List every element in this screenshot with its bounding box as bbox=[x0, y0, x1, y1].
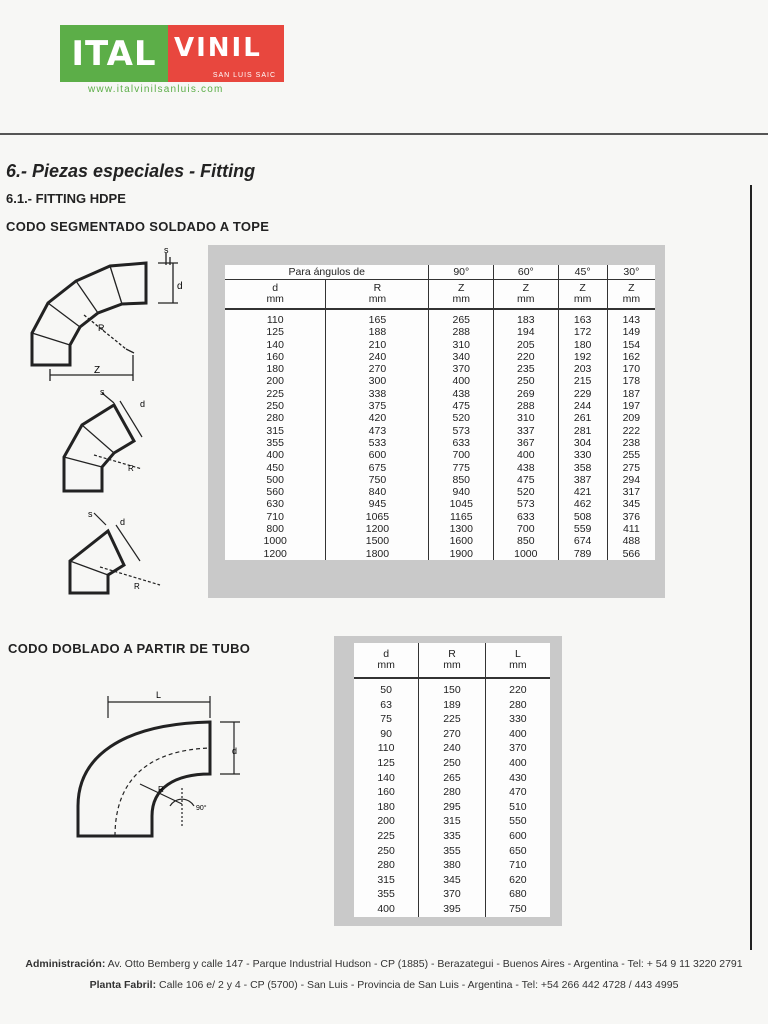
table-cell: 275 bbox=[622, 461, 641, 474]
table-cell: 1900 bbox=[429, 548, 494, 560]
section-title: 6.- Piezas especiales - Fitting bbox=[6, 161, 256, 181]
table-cell: 789 bbox=[558, 548, 607, 560]
label-d: d bbox=[177, 281, 183, 292]
table-cell: 355 bbox=[225, 437, 326, 449]
table-cell: 197 bbox=[622, 400, 641, 413]
table-header-columns bbox=[225, 280, 655, 310]
table-cell: 225 bbox=[419, 712, 486, 727]
table-cell: 380 bbox=[419, 858, 486, 873]
table-row bbox=[225, 437, 655, 449]
table-cell: 400 bbox=[429, 375, 494, 387]
table-cell: 304 bbox=[558, 437, 607, 449]
table-cell: 1200 bbox=[225, 548, 326, 560]
table-cell: 162 bbox=[622, 350, 641, 363]
table-cell: 180 bbox=[558, 339, 607, 351]
table-row bbox=[225, 351, 655, 363]
table-cell: 1000 bbox=[225, 535, 326, 547]
table-cell: 235 bbox=[494, 363, 559, 375]
table-cell: 192 bbox=[558, 351, 607, 363]
segmented-elbow-60-diagram bbox=[58, 385, 178, 500]
table-cell: 674 bbox=[558, 535, 607, 547]
table-cell: 315 bbox=[354, 873, 419, 888]
angle-header: 60° bbox=[494, 265, 559, 280]
table-cell: 400 bbox=[494, 449, 559, 461]
table-cell: 370 bbox=[419, 887, 486, 902]
table-cell: 188 bbox=[326, 326, 429, 338]
table-cell: 560 bbox=[225, 486, 326, 498]
table-cell: 710 bbox=[509, 859, 527, 872]
column-header: L mm bbox=[485, 643, 550, 678]
column-header: Z mm bbox=[558, 280, 607, 310]
table-cell: 165 bbox=[326, 309, 429, 326]
table-header-columns bbox=[354, 643, 550, 678]
table-cell: 315 bbox=[419, 814, 486, 829]
table-cell: 281 bbox=[558, 425, 607, 437]
table-cell: 387 bbox=[558, 474, 607, 486]
table-row bbox=[225, 412, 655, 424]
table-row bbox=[354, 858, 550, 873]
table-row bbox=[225, 474, 655, 486]
table-row bbox=[354, 727, 550, 742]
table-cell: 355 bbox=[419, 844, 486, 859]
table-cell: 270 bbox=[326, 363, 429, 375]
plant-label: Planta Fabril: bbox=[89, 979, 157, 991]
column-header: Z mm bbox=[429, 280, 494, 310]
column-header: Z mm bbox=[494, 280, 559, 310]
page-edge-line bbox=[750, 185, 752, 950]
table-cell: 250 bbox=[225, 400, 326, 412]
table-cell: 310 bbox=[494, 412, 559, 424]
table-cell: 710 bbox=[225, 511, 326, 523]
table-cell: 203 bbox=[558, 363, 607, 375]
bent-elbow-diagram bbox=[70, 688, 250, 838]
label-l: L bbox=[156, 690, 162, 700]
table-cell: 559 bbox=[558, 523, 607, 535]
table-cell: 288 bbox=[429, 326, 494, 338]
table-cell: 189 bbox=[419, 698, 486, 713]
table-cell: 1165 bbox=[429, 511, 494, 523]
table-cell: 160 bbox=[354, 785, 419, 800]
table-cell: 140 bbox=[225, 339, 326, 351]
table-row bbox=[354, 814, 550, 829]
table-cell: 1000 bbox=[494, 548, 559, 560]
table-cell: 340 bbox=[429, 351, 494, 363]
table-cell: 225 bbox=[354, 829, 419, 844]
label-r: R bbox=[98, 323, 105, 333]
table-row bbox=[354, 829, 550, 844]
table-cell: 573 bbox=[429, 425, 494, 437]
table-row bbox=[354, 902, 550, 917]
table-cell: 90 bbox=[354, 727, 419, 742]
column-header: R mm bbox=[419, 643, 486, 678]
table-cell: 700 bbox=[494, 523, 559, 535]
table-cell: 294 bbox=[622, 473, 641, 486]
column-header: d mm bbox=[354, 643, 419, 678]
table-cell: 170 bbox=[622, 363, 641, 376]
table-cell: 395 bbox=[419, 902, 486, 917]
table-cell: 633 bbox=[494, 511, 559, 523]
table-cell: 295 bbox=[419, 800, 486, 815]
company-logo bbox=[60, 25, 284, 82]
label-r: R bbox=[158, 785, 164, 794]
table-cell: 376 bbox=[622, 510, 641, 523]
subsection-title: 6.1.- FITTING HDPE bbox=[6, 191, 126, 206]
table-cell: 1500 bbox=[326, 535, 429, 547]
table-cell: 450 bbox=[225, 462, 326, 474]
bent-elbow-heading: CODO DOBLADO A PARTIR DE TUBO bbox=[8, 641, 251, 656]
table-row bbox=[225, 425, 655, 437]
table-cell: 500 bbox=[225, 474, 326, 486]
label-s: s bbox=[100, 387, 105, 397]
table-cell: 163 bbox=[558, 309, 607, 326]
table-cell: 1800 bbox=[326, 548, 429, 560]
table-cell: 700 bbox=[429, 449, 494, 461]
table-cell: 280 bbox=[509, 698, 527, 711]
admin-text: Av. Otto Bemberg y calle 147 - Parque Industrial Hudson - CP (1885) - Berazategui - Buenos Aires - Argentina - Tel: + 54 9 11 3220 2791 bbox=[107, 958, 743, 970]
table-row bbox=[225, 462, 655, 474]
bent-table-body bbox=[354, 678, 550, 917]
label-d: d bbox=[232, 746, 238, 756]
table-cell: 1200 bbox=[326, 523, 429, 535]
table-cell: 229 bbox=[558, 388, 607, 400]
segmented-elbow-table bbox=[225, 265, 655, 560]
table-cell: 140 bbox=[354, 771, 419, 786]
table-cell: 1600 bbox=[429, 535, 494, 547]
table-cell: 288 bbox=[494, 400, 559, 412]
table-row bbox=[354, 844, 550, 859]
table-cell: 330 bbox=[509, 713, 527, 726]
table-cell: 345 bbox=[622, 498, 641, 511]
table-cell: 421 bbox=[558, 486, 607, 498]
table-cell: 335 bbox=[419, 829, 486, 844]
table-cell: 337 bbox=[494, 425, 559, 437]
label-z: Z bbox=[94, 365, 101, 376]
table-cell: 310 bbox=[429, 339, 494, 351]
table-row bbox=[225, 339, 655, 351]
table-cell: 265 bbox=[419, 771, 486, 786]
angle-header: 90° bbox=[429, 265, 494, 280]
column-header: Z mm bbox=[607, 280, 655, 310]
table-cell: 154 bbox=[622, 338, 641, 351]
table-cell: 520 bbox=[429, 412, 494, 424]
table-cell: 172 bbox=[558, 326, 607, 338]
segmented-table-body bbox=[225, 309, 655, 560]
angle-header: 30° bbox=[607, 265, 655, 280]
table-row bbox=[225, 548, 655, 560]
label-s: s bbox=[88, 509, 93, 519]
plant-text: Calle 106 e/ 2 y 4 - CP (5700) - San Luis - Provincia de San Luis - Argentina - Tel: +54 266 442 4728 / 443 4995 bbox=[159, 979, 679, 991]
table-header-angles bbox=[225, 265, 655, 280]
angle-header: 45° bbox=[558, 265, 607, 280]
table-row bbox=[225, 498, 655, 510]
table-cell: 160 bbox=[225, 351, 326, 363]
table-cell: 269 bbox=[494, 388, 559, 400]
table-cell: 317 bbox=[622, 486, 641, 499]
table-cell: 205 bbox=[494, 339, 559, 351]
table-cell: 355 bbox=[354, 887, 419, 902]
label-d: d bbox=[120, 517, 126, 527]
table-row bbox=[225, 400, 655, 412]
table-cell: 338 bbox=[326, 388, 429, 400]
table-cell: 210 bbox=[326, 339, 429, 351]
table-cell: 462 bbox=[558, 498, 607, 510]
table-cell: 470 bbox=[509, 786, 527, 799]
table-row bbox=[225, 523, 655, 535]
table-cell: 400 bbox=[225, 449, 326, 461]
table-cell: 775 bbox=[429, 462, 494, 474]
table-cell: 680 bbox=[509, 888, 527, 901]
table-cell: 240 bbox=[326, 351, 429, 363]
table-cell: 420 bbox=[326, 412, 429, 424]
table-row bbox=[225, 363, 655, 375]
table-cell: 183 bbox=[494, 309, 559, 326]
table-cell: 533 bbox=[326, 437, 429, 449]
table-row bbox=[354, 741, 550, 756]
table-cell: 270 bbox=[419, 727, 486, 742]
table-row bbox=[354, 887, 550, 902]
table-cell: 400 bbox=[509, 727, 527, 740]
table-cell: 110 bbox=[354, 741, 419, 756]
table-cell: 250 bbox=[494, 375, 559, 387]
table-row bbox=[354, 873, 550, 888]
table-cell: 149 bbox=[622, 326, 641, 339]
table-cell: 940 bbox=[429, 486, 494, 498]
table-cell: 125 bbox=[225, 326, 326, 338]
segmented-elbow-45-diagram bbox=[60, 505, 175, 600]
table-cell: 220 bbox=[494, 351, 559, 363]
table-cell: 244 bbox=[558, 400, 607, 412]
table-cell: 222 bbox=[622, 424, 641, 437]
segmented-elbow-90-diagram bbox=[18, 245, 193, 385]
logo-ital: ITAL bbox=[60, 25, 168, 82]
table-row bbox=[225, 309, 655, 326]
table-cell: 475 bbox=[494, 474, 559, 486]
angles-caption: Para ángulos de bbox=[225, 265, 429, 280]
table-row bbox=[225, 535, 655, 547]
footer-plant bbox=[0, 979, 768, 991]
table-cell: 220 bbox=[509, 684, 527, 696]
label-r: R bbox=[128, 464, 134, 473]
table-row bbox=[225, 388, 655, 400]
table-cell: 250 bbox=[419, 756, 486, 771]
table-cell: 550 bbox=[509, 815, 527, 828]
table-cell: 280 bbox=[419, 785, 486, 800]
logo-vinil-block bbox=[168, 25, 284, 82]
logo-vinil: VINIL bbox=[174, 33, 262, 63]
table-row bbox=[225, 449, 655, 461]
table-cell: 1065 bbox=[326, 511, 429, 523]
header-divider bbox=[0, 133, 768, 135]
table-cell: 840 bbox=[326, 486, 429, 498]
table-cell: 675 bbox=[326, 462, 429, 474]
logo-subtitle: SAN LUIS SAIC bbox=[212, 72, 276, 79]
table-cell: 750 bbox=[326, 474, 429, 486]
table-cell: 178 bbox=[622, 375, 641, 388]
table-cell: 280 bbox=[354, 858, 419, 873]
table-cell: 800 bbox=[225, 523, 326, 535]
table-cell: 600 bbox=[509, 829, 527, 842]
label-d: d bbox=[140, 399, 146, 409]
table-cell: 438 bbox=[494, 462, 559, 474]
table-cell: 400 bbox=[354, 902, 419, 917]
segmented-elbow-heading: CODO SEGMENTADO SOLDADO A TOPE bbox=[6, 219, 270, 234]
table-row bbox=[354, 698, 550, 713]
table-cell: 110 bbox=[225, 309, 326, 326]
table-cell: 330 bbox=[558, 449, 607, 461]
admin-label: Administración: bbox=[25, 958, 106, 970]
label-r: R bbox=[134, 582, 140, 591]
table-cell: 508 bbox=[558, 511, 607, 523]
table-cell: 620 bbox=[509, 873, 527, 886]
table-cell: 250 bbox=[354, 844, 419, 859]
table-cell: 370 bbox=[509, 742, 527, 755]
table-cell: 63 bbox=[354, 698, 419, 713]
table-cell: 180 bbox=[225, 363, 326, 375]
table-row bbox=[354, 771, 550, 786]
table-row bbox=[354, 678, 550, 698]
table-cell: 510 bbox=[509, 800, 527, 813]
table-row bbox=[354, 800, 550, 815]
table-cell: 345 bbox=[419, 873, 486, 888]
table-cell: 238 bbox=[622, 436, 641, 449]
table-cell: 125 bbox=[354, 756, 419, 771]
table-cell: 573 bbox=[494, 498, 559, 510]
table-cell: 630 bbox=[225, 498, 326, 510]
table-cell: 367 bbox=[494, 437, 559, 449]
bent-elbow-table bbox=[354, 643, 550, 917]
table-cell: 473 bbox=[326, 425, 429, 437]
table-row bbox=[225, 326, 655, 338]
table-cell: 650 bbox=[509, 844, 527, 857]
table-row bbox=[354, 756, 550, 771]
table-cell: 438 bbox=[429, 388, 494, 400]
table-cell: 1045 bbox=[429, 498, 494, 510]
table-cell: 200 bbox=[225, 375, 326, 387]
table-cell: 255 bbox=[622, 449, 641, 462]
table-cell: 488 bbox=[622, 535, 641, 548]
table-cell: 358 bbox=[558, 462, 607, 474]
table-cell: 315 bbox=[225, 425, 326, 437]
table-cell: 370 bbox=[429, 363, 494, 375]
table-cell: 850 bbox=[429, 474, 494, 486]
table-cell: 209 bbox=[622, 412, 641, 425]
table-cell: 633 bbox=[429, 437, 494, 449]
table-cell: 225 bbox=[225, 388, 326, 400]
table-cell: 215 bbox=[558, 375, 607, 387]
column-header: d mm bbox=[225, 280, 326, 310]
table-cell: 430 bbox=[509, 771, 527, 784]
column-header: R mm bbox=[326, 280, 429, 310]
table-cell: 143 bbox=[622, 314, 641, 326]
table-cell: 194 bbox=[494, 326, 559, 338]
table-cell: 1300 bbox=[429, 523, 494, 535]
table-row bbox=[354, 712, 550, 727]
table-row bbox=[225, 511, 655, 523]
table-cell: 750 bbox=[509, 902, 527, 915]
table-cell: 566 bbox=[622, 547, 641, 560]
table-cell: 475 bbox=[429, 400, 494, 412]
table-cell: 520 bbox=[494, 486, 559, 498]
table-cell: 240 bbox=[419, 741, 486, 756]
table-cell: 150 bbox=[419, 678, 486, 698]
table-cell: 400 bbox=[509, 756, 527, 769]
label-s: s bbox=[164, 245, 169, 255]
table-row bbox=[225, 375, 655, 387]
label-angle: 90° bbox=[196, 805, 207, 812]
table-cell: 75 bbox=[354, 712, 419, 727]
table-cell: 187 bbox=[622, 387, 641, 400]
table-cell: 411 bbox=[622, 523, 640, 536]
table-cell: 280 bbox=[225, 412, 326, 424]
table-cell: 300 bbox=[326, 375, 429, 387]
table-cell: 265 bbox=[429, 309, 494, 326]
table-cell: 200 bbox=[354, 814, 419, 829]
table-row bbox=[354, 785, 550, 800]
table-cell: 180 bbox=[354, 800, 419, 815]
company-url: www.italvinilsanluis.com bbox=[88, 84, 224, 95]
table-cell: 945 bbox=[326, 498, 429, 510]
footer-admin bbox=[0, 958, 768, 970]
table-cell: 50 bbox=[354, 678, 419, 698]
table-cell: 850 bbox=[494, 535, 559, 547]
table-cell: 375 bbox=[326, 400, 429, 412]
table-row bbox=[225, 486, 655, 498]
table-cell: 261 bbox=[558, 412, 607, 424]
table-cell: 600 bbox=[326, 449, 429, 461]
